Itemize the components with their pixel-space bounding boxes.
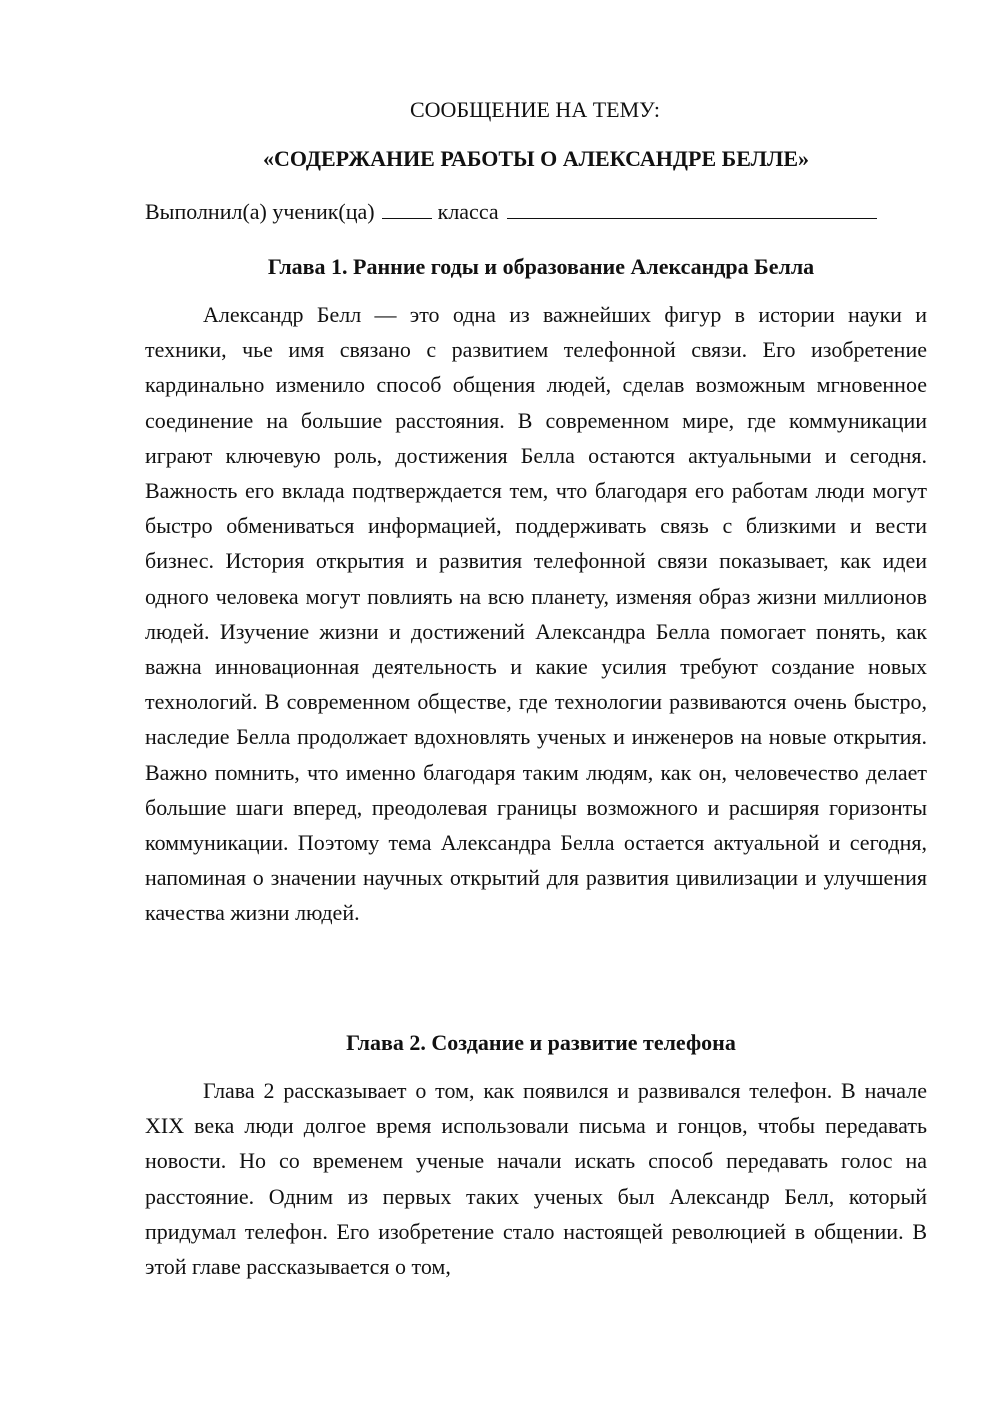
chapter-2-paragraph: Глава 2 рассказывает о том, как появился и развивался телефон. В начале XIX века люди долгое время использовали письма и гонцов, чтобы передавать новости. Но со временем ученые начали искать способ передавать голос на расстояние. Одним из первых таких ученых был Александр Белл, который придумал телефон. Его изобретение стало настоящей революцией в общении. В этой главе рассказывается о том, (145, 1078, 927, 1280)
class-label: класса (437, 199, 499, 224)
document-kicker: СООБЩЕНИЕ НА ТЕМУ: (410, 97, 660, 122)
grade-blank-field (382, 198, 432, 219)
author-line (145, 197, 877, 227)
chapter-1-paragraph: Александр Белл — это одна из важнейших фигур в истории науки и техники, чье имя связано с развитием телефонной связи. Его изобретение кардинально изменило способ общения людей, сделав возможным мгновенное соединение на большие расстояния. В современном мире, где коммуникации играют ключевую роль, достижения Белла остаются актуальными и сегодня. Важность его вклада подтверждается тем, что благодаря его работам люди могут быстро обмениваться информацией, поддерживать связь с близкими и вести бизнес. История открытия и развития телефонной связи показывает, как идеи одного человека могут повлиять на всю планету, изменяя образ жизни миллионов людей. Изучение жизни и достижений Александра Белла помогает понять, как важна инновационная деятельность и какие усилия требуют создание новых технологий. В современном обществе, где технологии развиваются очень быстро, наследие Белла продолжает вдохновлять ученых и инженеров на новые открытия. Важно помнить, что именно благодаря таким людям, как он, человечество делает большие шаги вперед, преодолевая границы возможного и расширяя горизонты коммуникации. Поэтому тема Александра Белла остается актуальной и сегодня, напоминая о значении научных открытий для развития цивилизации и улучшения качества жизни людей. (145, 302, 927, 926)
chapter-1-heading: Глава 1. Ранние годы и образование Александра Белла (267, 254, 815, 279)
chapter-2-heading: Глава 2. Создание и развитие телефона (346, 1030, 736, 1055)
performed-by-label: Выполнил(а) ученик(ца) (145, 199, 375, 224)
document-title: «СОДЕРЖАНИЕ РАБОТЫ О АЛЕКСАНДРЕ БЕЛЛЕ» (262, 146, 810, 171)
class-blank-field (507, 198, 877, 219)
